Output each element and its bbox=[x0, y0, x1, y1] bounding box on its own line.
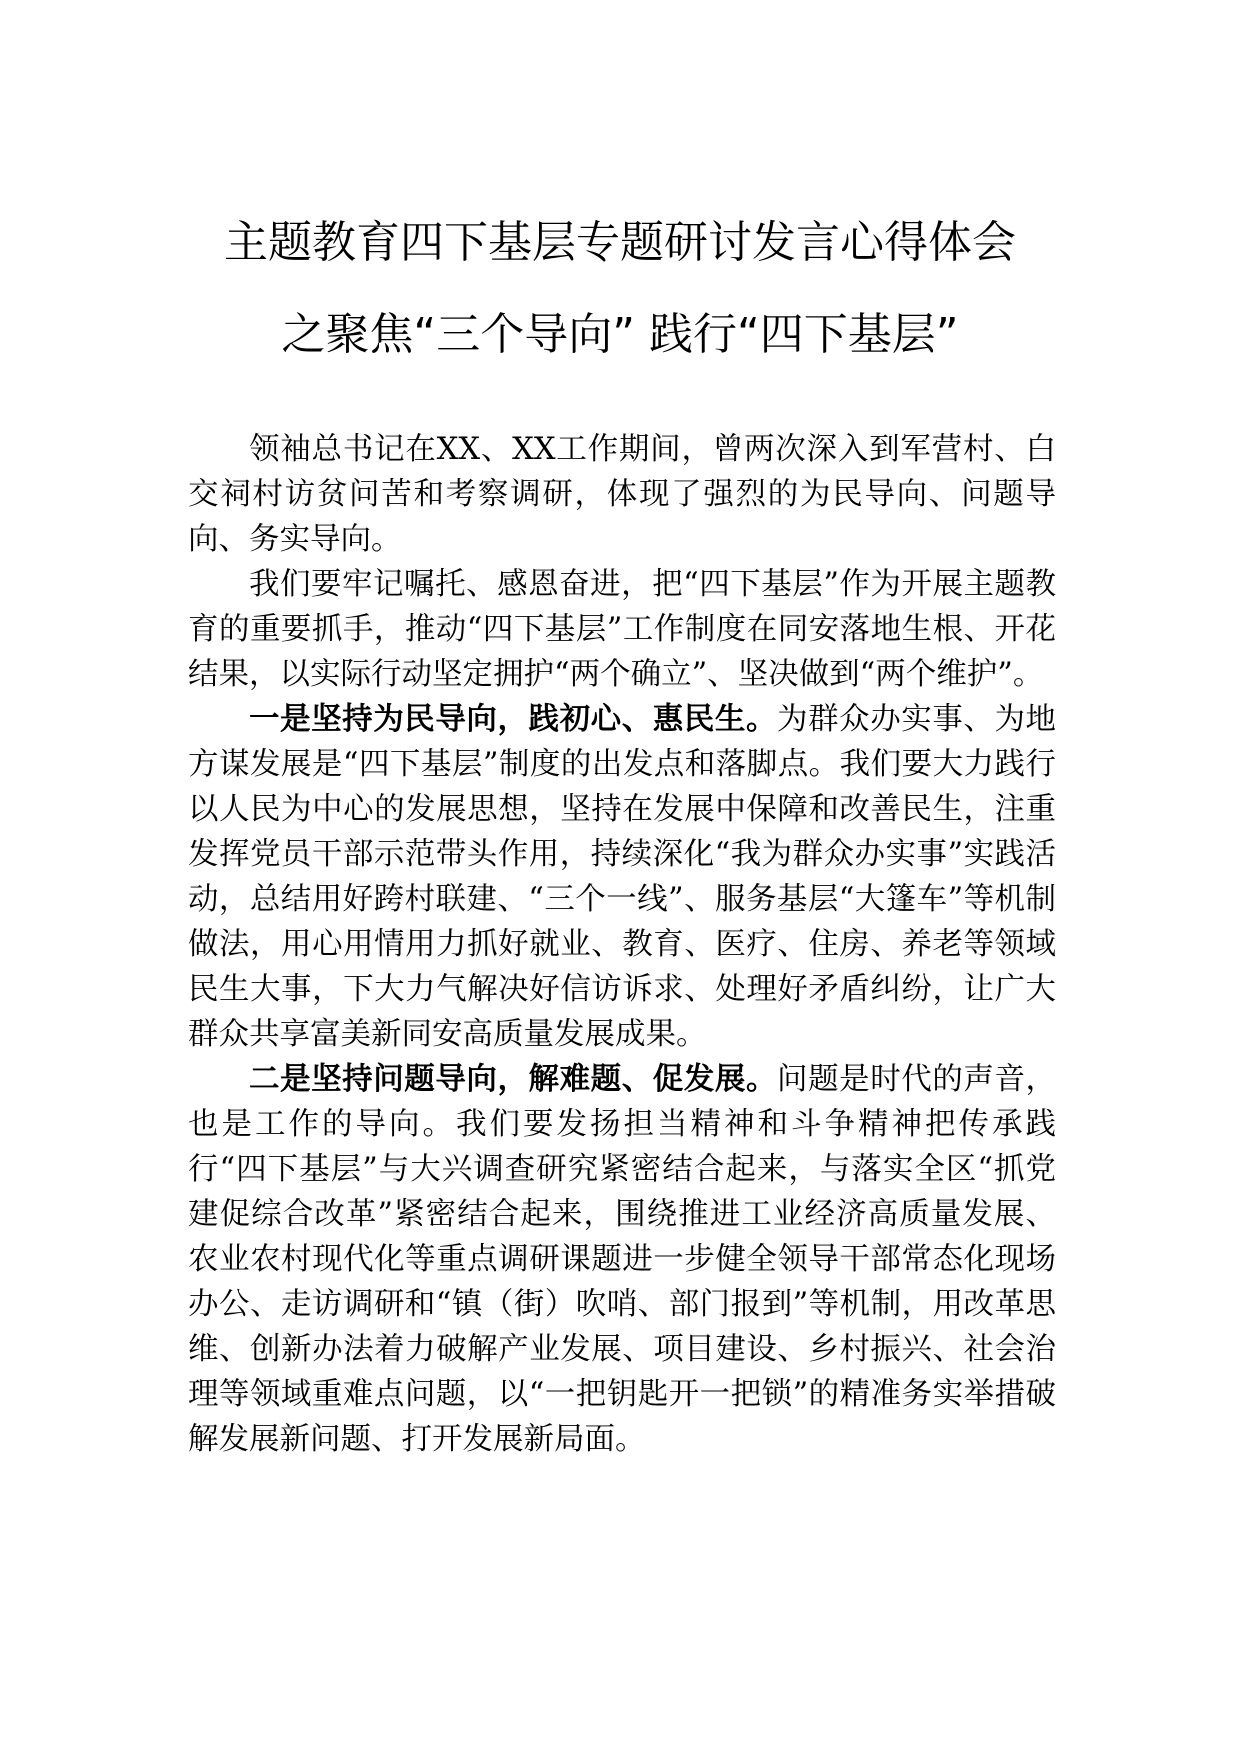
document-title-line-1: 主题教育四下基层专题研讨发言心得体会 bbox=[224, 217, 1016, 268]
paragraph-3-text: 为群众办实事、为地方谋发展是“四下基层”制度的出发点和落脚点。我们要大力践行以人民为中心的发展思想，坚持在发展中保障和改善民生，注重发挥党员干部示范带头作用，持续深化“我为群众办实事”实践活动，总结用好跨村联建、“三个一线”、服务基层“大篷车”等机制做法，用心用情用力抓好就业、教育、医疗、住房、养老等领域民生大事，下大力气解决好信访诉求、处理好矛盾纠纷，让广大群众共享富美新同安高质量发展成果。 bbox=[188, 702, 1057, 1052]
document-body bbox=[188, 427, 1056, 1462]
paragraph-1-text: 领袖总书记在XX、XX工作期间，曾两次深入到军营村、白交祠村访贫问苦和考察调研，体现了强烈的为民导向、问题导向、务实导向。 bbox=[188, 432, 1056, 557]
paragraph-4 bbox=[188, 1057, 1056, 1462]
paragraph-2-text: 我们要牢记嘱托、感恩奋进，把“四下基层”作为开展主题教育的重要抓手，推动“四下基层”工作制度在同安落地生根、开花结果，以实际行动坚定拥护“两个确立”、坚决做到“两个维护”。 bbox=[188, 567, 1056, 692]
paragraph-3 bbox=[188, 697, 1056, 1057]
paragraph-2 bbox=[188, 562, 1056, 697]
paragraph-4-text: 问题是时代的声音，也是工作的导向。我们要发扬担当精神和斗争精神把传承践行“四下基层”与大兴调查研究紧密结合起来，与落实全区“抓党建促综合改革”紧密结合起来，围绕推进工业经济高质量发展、农业农村现代化等重点调研课题进一步健全领导干部常态化现场办公、走访调研和“镇（街）吹哨、部门报到”等机制，用改革思维、创新办法着力破解产业发展、项目建设、乡村振兴、社会治理等领域重难点问题，以“一把钥匙开一把锁”的精准务实举措破解发展新问题、打开发展新局面。 bbox=[188, 1062, 1057, 1457]
paragraph-4-lead: 二是坚持问题导向，解难题、促发展。 bbox=[249, 1062, 778, 1097]
paragraph-1 bbox=[188, 427, 1056, 562]
document-title-line-2: 之聚焦“三个导向” 践行“四下基层” bbox=[281, 309, 959, 360]
paragraph-3-lead: 一是坚持为民导向，践初心、惠民生。 bbox=[249, 702, 778, 737]
